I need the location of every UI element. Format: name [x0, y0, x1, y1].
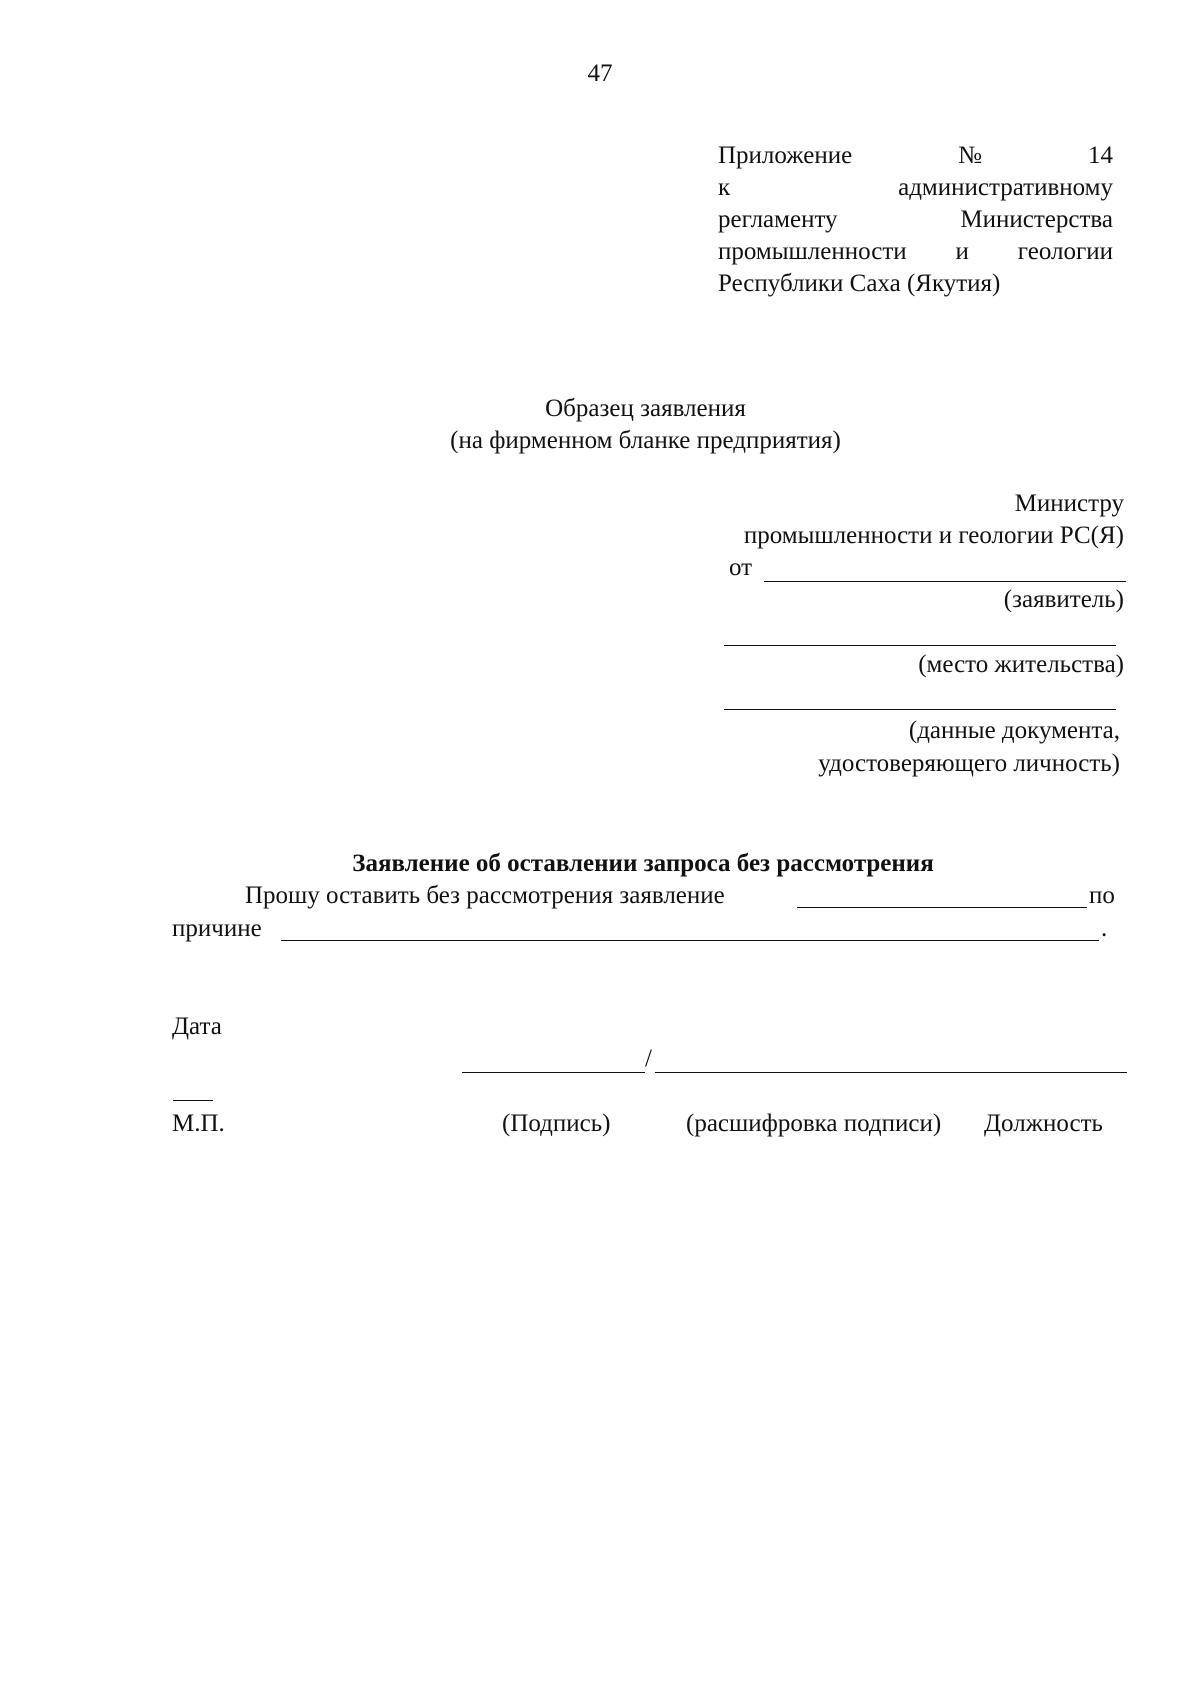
annex-word: и [955, 238, 969, 265]
application-field-line [797, 907, 1087, 908]
annex-line [718, 172, 1113, 204]
date-field-line [173, 1100, 213, 1101]
date-label: Дата [172, 1013, 222, 1040]
document-caption-line-1: (данные документа, [908, 717, 1120, 744]
recipient-line-1: Министру [1014, 490, 1124, 517]
annex-word: Республики Саха (Якутия) [718, 270, 1001, 297]
annex-word: административному [898, 174, 1113, 201]
reason-end: . [1101, 915, 1108, 942]
position-caption: Должность [984, 1110, 1103, 1137]
applicant-caption: (заявитель) [1003, 586, 1124, 613]
reason-label: причине [172, 915, 262, 942]
signature-caption: (Подпись) [502, 1110, 611, 1137]
request-suffix: по [1089, 882, 1115, 909]
statement-title: Заявление об оставлении запроса без рассмотрения [352, 850, 934, 877]
from-label: от [729, 554, 753, 581]
annex-line [718, 140, 1113, 172]
decoding-field-line [655, 1072, 1127, 1073]
sample-title: Образец заявления [545, 395, 746, 422]
document-caption-line-2: удостоверяющего личность) [818, 750, 1120, 777]
decoding-caption: (расшифровка подписи) [686, 1110, 942, 1137]
recipient-line-2: промышленности и геологии РС(Я) [743, 522, 1124, 549]
signature-separator: / [645, 1045, 652, 1072]
residence-field-line [724, 645, 1116, 646]
annex-word: геологии [1017, 238, 1113, 265]
annex-line [718, 204, 1113, 236]
page-number: 47 [587, 60, 613, 87]
annex-word: к [718, 174, 731, 201]
request-text: Прошу оставить без рассмотрения заявление [245, 882, 725, 909]
annex-line [718, 268, 1113, 300]
applicant-field-line [764, 581, 1126, 582]
annex-word: 14 [1087, 142, 1113, 169]
annex-word: № [958, 142, 983, 169]
annex-line [718, 236, 1113, 268]
document-field-line [724, 709, 1116, 710]
sample-subtitle: (на фирменном бланке предприятия) [450, 427, 841, 454]
reason-field-line [281, 940, 1099, 941]
signature-field-line [462, 1072, 645, 1073]
annex-word: промышленности [718, 238, 907, 265]
annex-word: регламенту [718, 206, 838, 233]
annex-reference [718, 140, 1113, 300]
annex-word: Министерства [960, 206, 1113, 233]
annex-word: Приложение [718, 142, 853, 169]
residence-caption: (место жительства) [918, 651, 1124, 678]
stamp-label: М.П. [172, 1110, 225, 1137]
